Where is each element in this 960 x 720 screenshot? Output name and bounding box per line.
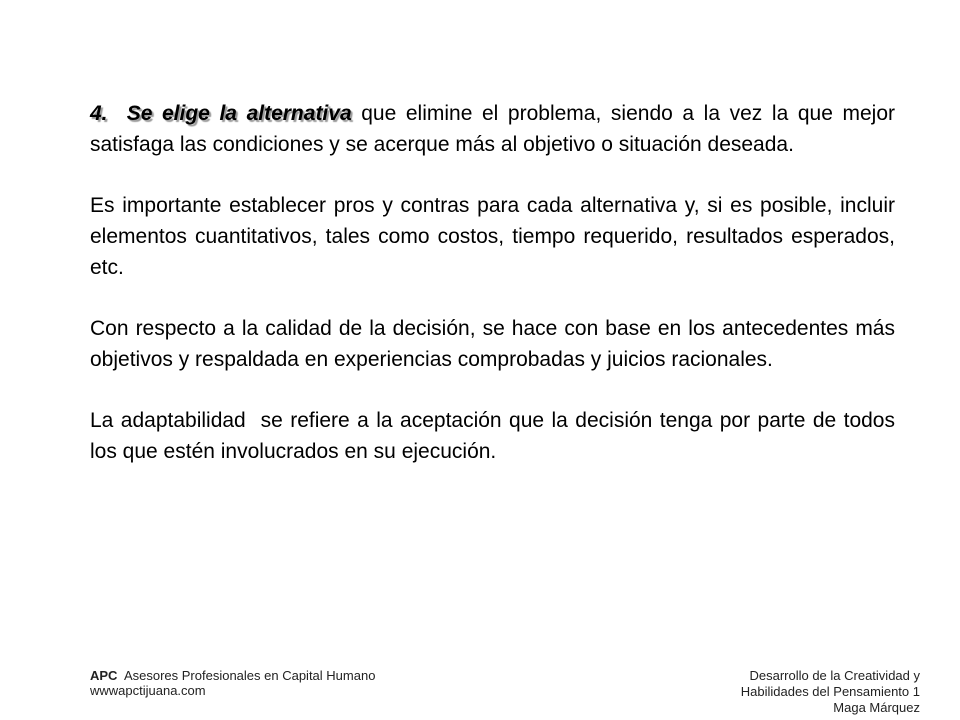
step-description: que elimine el problema, siendo a la vez la que mejor satisfaga las condiciones y se acerque más al objetivo o situación deseada. [90,102,895,156]
paragraph-step-4 [90,98,895,160]
step-heading-emphasis [108,102,352,125]
footer-brand: APC [90,668,118,683]
step-number: 4. [90,102,108,125]
footer-course-line-2: Habilidades del Pensamiento 1 [740,684,920,699]
paragraph-decision-quality: Con respecto a la calidad de la decisión, se hace con base en los antecedentes más objetivos y respaldada en experiencias comprobadas y juicios racionales. [90,317,895,371]
paragraph-adaptability: La adaptabilidad se refiere a la aceptación que la decisión tenga por parte de todos los que estén involucrados en su ejecución. [90,409,901,463]
footer-organization [90,668,375,698]
footer-course-info [741,668,920,716]
step-heading-text: Se elige la alternativa [126,102,352,125]
paragraph-pros-cons: Es importante establecer pros y contras para cada alternativa y, si es posible, incluir elementos cuantitativos, tales como costos, tiempo requerido, resultados esperados, etc. [90,194,895,279]
slide-body [90,98,901,467]
footer-url: wwwapctijuana.com [90,683,206,698]
footer-org-name: Asesores Profesionales en Capital Humano [117,668,376,683]
footer-course-line-1: Desarrollo de la Creatividad y [749,668,920,683]
footer-author: Maga Márquez [833,700,920,715]
footer-org-line [90,668,375,683]
